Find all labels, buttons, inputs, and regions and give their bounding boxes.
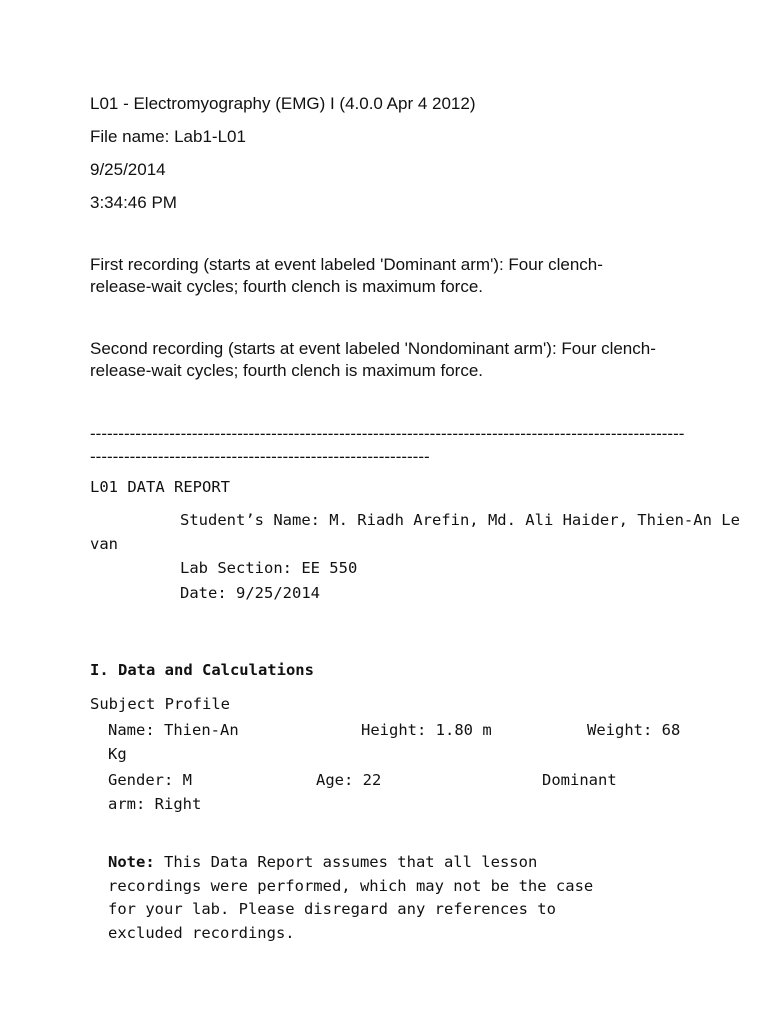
student-names: Student’s Name: M. Riadh Arefin, Md. Ali Haider, Thien-An Le	[180, 511, 740, 529]
note-text: This Data Report assumes that all lesson recordings were performed, which may not be the case for your lab. Please disregard any references to excluded recordings.	[108, 853, 594, 942]
report-date: Date: 9/25/2014	[180, 584, 320, 602]
note-label: Note	[108, 853, 146, 871]
subject-age: Age: 22	[316, 771, 382, 789]
subject-weight: Weight: 68	[587, 721, 681, 739]
data-calculations-heading: I. Data and Calculations	[90, 661, 314, 679]
lesson-title: L01 - Electromyography (EMG) I (4.0.0 Apr 4 2012)	[90, 94, 476, 113]
note-colon: :	[145, 853, 155, 871]
subject-gender: Gender: M	[108, 771, 192, 789]
subject-height: Height: 1.80 m	[361, 721, 492, 739]
note-paragraph	[108, 851, 628, 945]
second-recording-description: Second recording (starts at event labeled 'Nondominant arm'): Four clench-release-wait cycles; fourth clench is maximum force.	[90, 339, 656, 380]
subject-profile-label: Subject Profile	[90, 695, 230, 713]
file-name: File name: Lab1-L01	[90, 127, 246, 146]
first-recording-description: First recording (starts at event labeled 'Dominant arm'): Four clench-release-wait cycles; fourth clench is maximum force.	[90, 255, 603, 296]
subject-name: Name: Thien-An	[108, 721, 239, 739]
recording-date: 9/25/2014	[90, 160, 166, 179]
subject-dominant-arm: arm: Right	[108, 795, 202, 813]
subject-dominant-label: Dominant	[542, 771, 617, 789]
separator-line: ---------------------------------------------------------------------------------------------------------------------------------------------------------------------	[90, 424, 685, 466]
student-names-continuation: van	[90, 535, 118, 553]
recording-time: 3:34:46 PM	[90, 193, 177, 212]
subject-weight-unit: Kg	[108, 745, 127, 763]
lab-section: Lab Section: EE 550	[180, 559, 358, 577]
report-heading: L01 DATA REPORT	[90, 478, 230, 496]
